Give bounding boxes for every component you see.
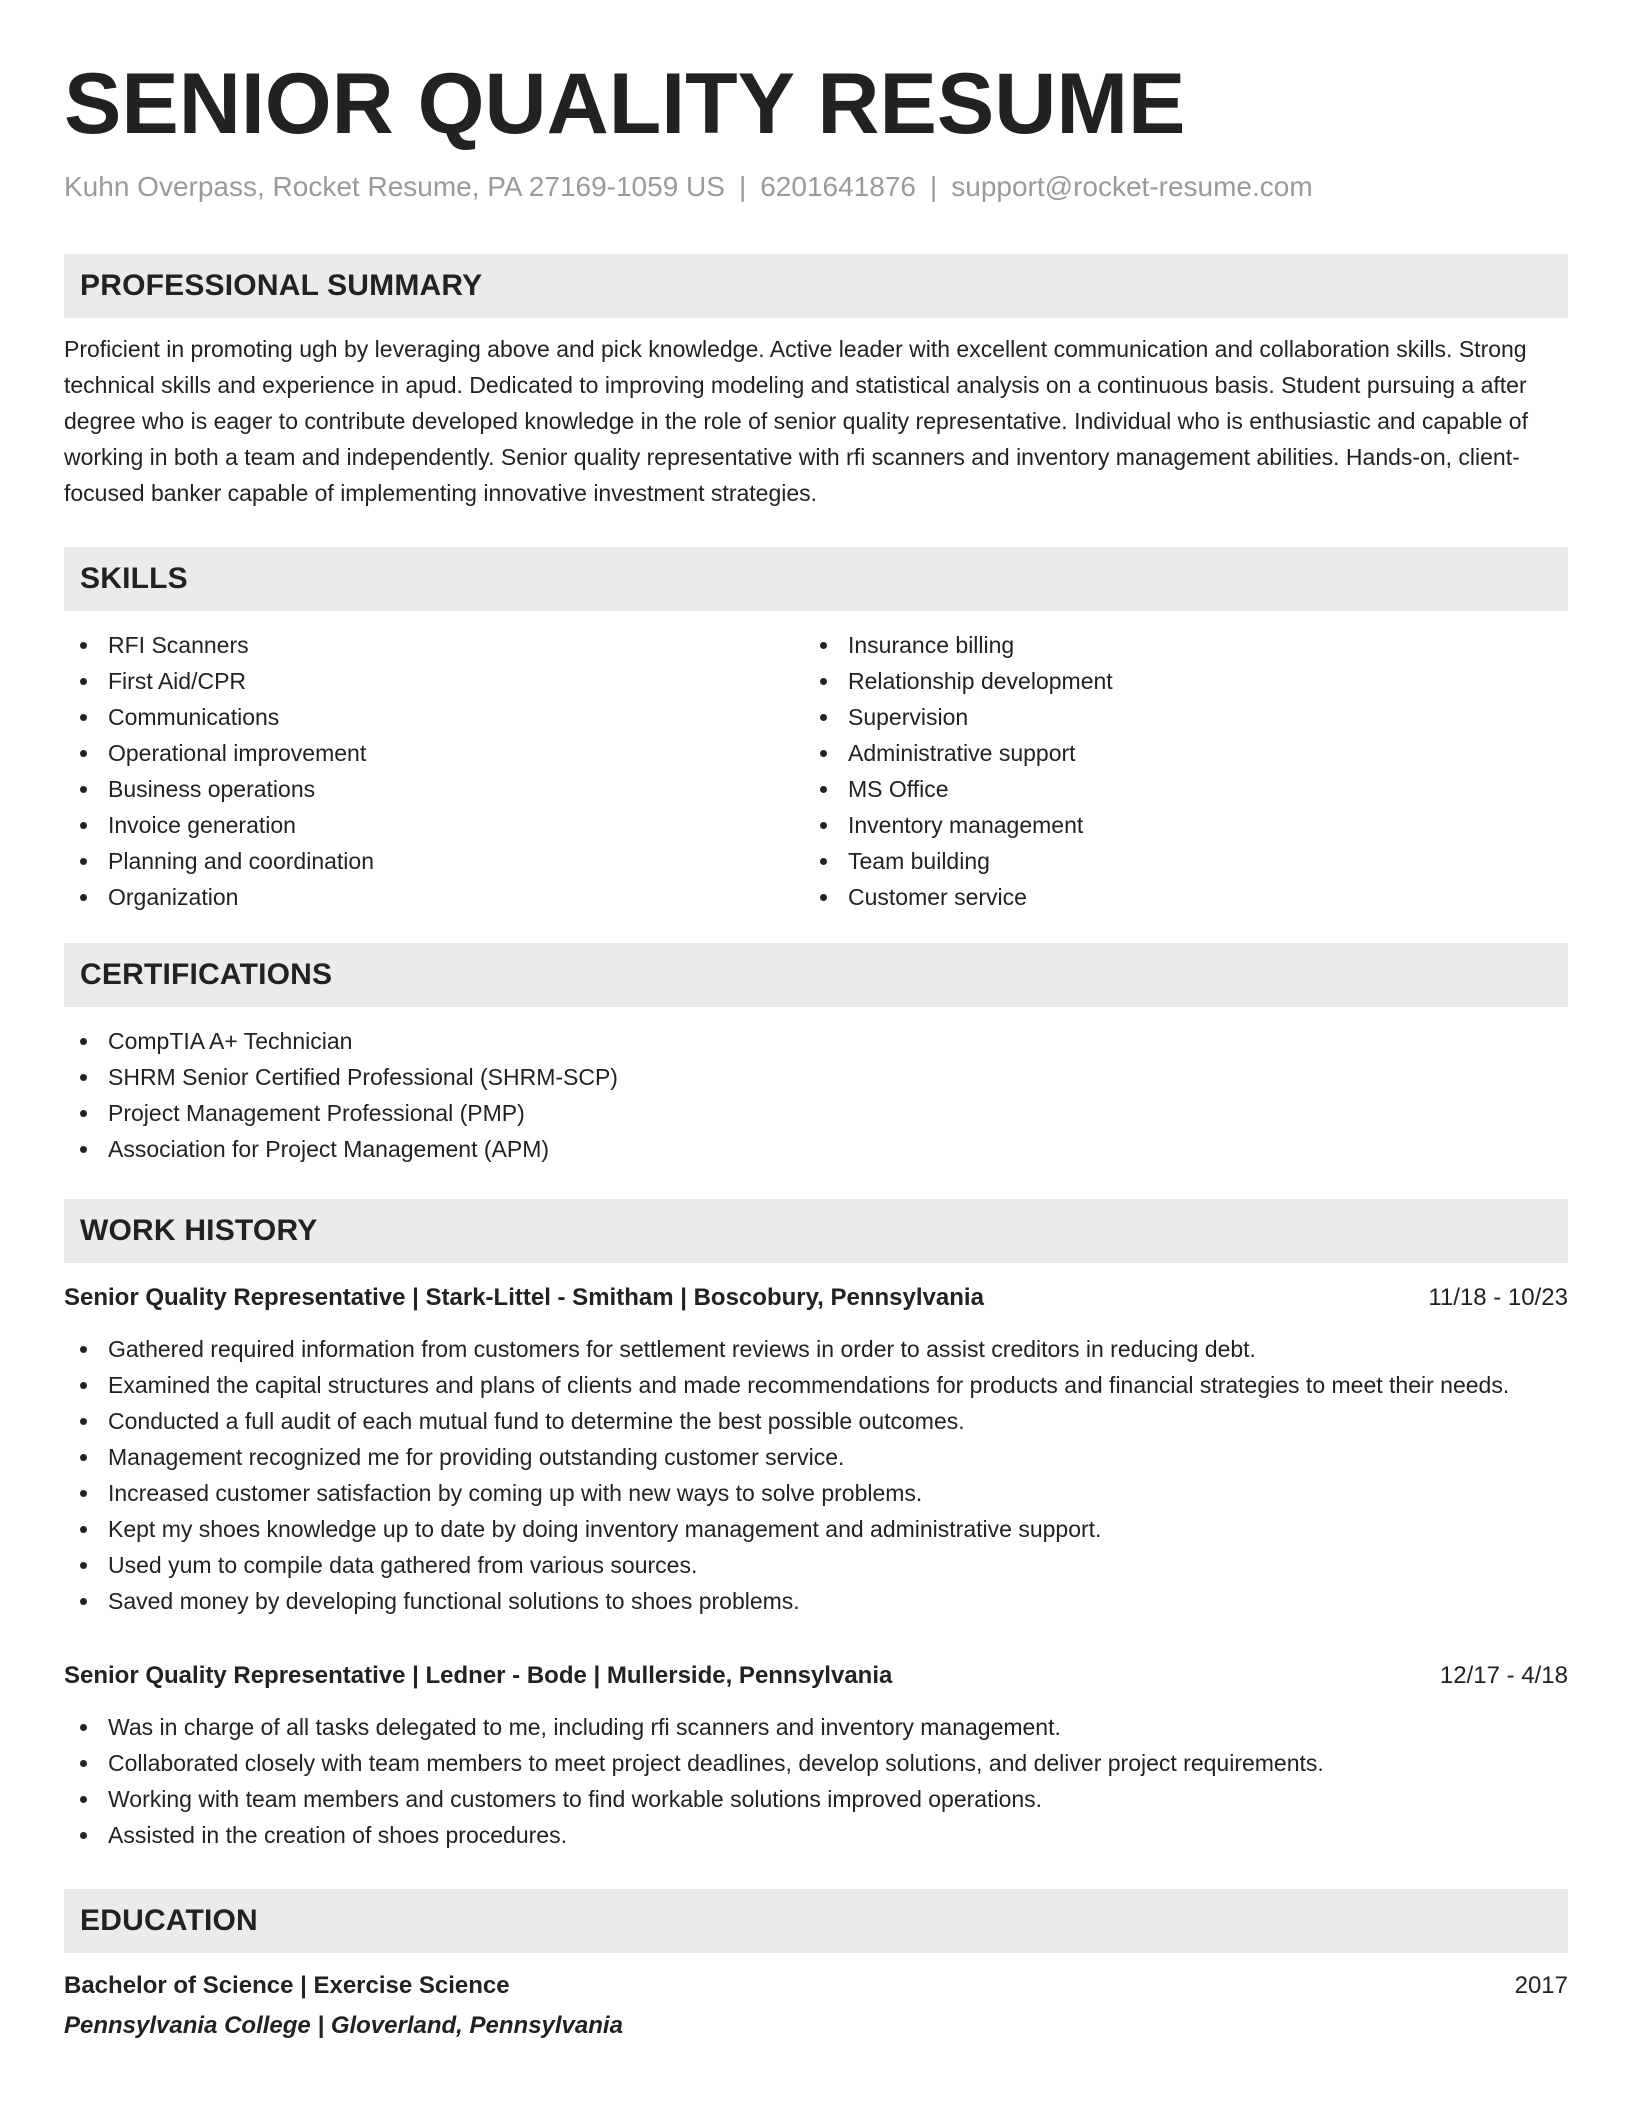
contact-separator: | (738, 171, 747, 202)
skill-item: Insurance billing (804, 627, 1544, 663)
job-bullet: Examined the capital structures and plans of clients and made recommendations for products and financial strategies to meet their needs. (64, 1367, 1568, 1403)
skills-column-right (804, 627, 1544, 915)
skills-grid (64, 627, 1568, 915)
skill-item: Administrative support (804, 735, 1544, 771)
certification-item: CompTIA A+ Technician (64, 1023, 1568, 1059)
certification-item: SHRM Senior Certified Professional (SHRM-SCP) (64, 1059, 1568, 1095)
skill-item: Inventory management (804, 807, 1544, 843)
job-bullet: Management recognized me for providing outstanding customer service. (64, 1439, 1568, 1475)
certifications-list (64, 1023, 1568, 1167)
job-entry (64, 1281, 1568, 1619)
skill-item: Operational improvement (64, 735, 804, 771)
skill-item: Organization (64, 879, 804, 915)
job-bullet: Assisted in the creation of shoes procedures. (64, 1817, 1568, 1853)
certification-item: Association for Project Management (APM) (64, 1131, 1568, 1167)
skill-item: Business operations (64, 771, 804, 807)
job-entry (64, 1659, 1568, 1853)
job-bullet: Conducted a full audit of each mutual fund to determine the best possible outcomes. (64, 1403, 1568, 1439)
job-bullets (64, 1331, 1568, 1619)
job-dates: 12/17 - 4/18 (1439, 1662, 1568, 1689)
skill-item: MS Office (804, 771, 1544, 807)
job-heading (64, 1659, 1568, 1693)
job-bullet: Used yum to compile data gathered from various sources. (64, 1547, 1568, 1583)
section-header-certifications: CERTIFICATIONS (64, 943, 1568, 1007)
job-bullet: Working with team members and customers to find workable solutions improved operations. (64, 1781, 1568, 1817)
education-degree: Bachelor of Science | Exercise Science (64, 1972, 510, 1999)
contact-email: support@rocket-resume.com (951, 171, 1313, 202)
summary-text: Proficient in promoting ugh by leveraging above and pick knowledge. Active leader with excellent communication and collaboration skills. Strong technical skills and experience in apud. Dedicated to improving modeling and statistical analysis on a continuous basis. Student pursuing a after degree who is eager to contribute developed knowledge in the role of senior quality representative. Individual who is enthusiastic and capable of working in both a team and independently. Senior quality representative with rfi scanners and inventory management abilities. Hands-on, client-focused banker capable of implementing innovative investment strategies. (64, 336, 1528, 506)
certification-item: Project Management Professional (PMP) (64, 1095, 1568, 1131)
job-title: Senior Quality Representative | Ledner - Bode | Mullerside, Pennsylvania (64, 1662, 893, 1689)
job-title: Senior Quality Representative | Stark-Littel - Smitham | Boscobury, Pennsylvania (64, 1284, 984, 1311)
skill-item: RFI Scanners (64, 627, 804, 663)
education-entry (64, 1969, 1568, 2043)
education-year: 2017 (1514, 1972, 1568, 1999)
skill-item: Planning and coordination (64, 843, 804, 879)
skill-item: Supervision (804, 699, 1544, 735)
section-header-work-history: WORK HISTORY (64, 1199, 1568, 1263)
job-heading (64, 1281, 1568, 1315)
education-school: Pennsylvania College | Gloverland, Pennsylvania (64, 2012, 623, 2039)
job-bullet: Saved money by developing functional solutions to shoes problems. (64, 1583, 1568, 1619)
contact-address: Kuhn Overpass, Rocket Resume, PA 27169-1059 US (64, 171, 725, 202)
resume-title: SENIOR QUALITY RESUME (64, 56, 1186, 152)
skill-item: Communications (64, 699, 804, 735)
contact-line (64, 170, 1568, 204)
skill-item: Customer service (804, 879, 1544, 915)
skill-item: First Aid/CPR (64, 663, 804, 699)
skill-item: Relationship development (804, 663, 1544, 699)
skills-column-left (64, 627, 804, 915)
job-bullet: Increased customer satisfaction by coming up with new ways to solve problems. (64, 1475, 1568, 1511)
job-bullet: Kept my shoes knowledge up to date by doing inventory management and administrative support. (64, 1511, 1568, 1547)
section-header-education: EDUCATION (64, 1889, 1568, 1953)
job-bullet: Gathered required information from customers for settlement reviews in order to assist creditors in reducing debt. (64, 1331, 1568, 1367)
skill-item: Invoice generation (64, 807, 804, 843)
job-bullets (64, 1709, 1568, 1853)
job-bullet: Was in charge of all tasks delegated to me, including rfi scanners and inventory management. (64, 1709, 1568, 1745)
job-bullet: Collaborated closely with team members to meet project deadlines, develop solutions, and deliver project requirements. (64, 1745, 1568, 1781)
skill-item: Team building (804, 843, 1544, 879)
section-header-skills: SKILLS (64, 547, 1568, 611)
section-header-summary: PROFESSIONAL SUMMARY (64, 254, 1568, 318)
education-heading (64, 1969, 1568, 2003)
job-dates: 11/18 - 10/23 (1428, 1284, 1568, 1311)
contact-phone: 6201641876 (760, 171, 916, 202)
contact-separator: | (929, 171, 938, 202)
